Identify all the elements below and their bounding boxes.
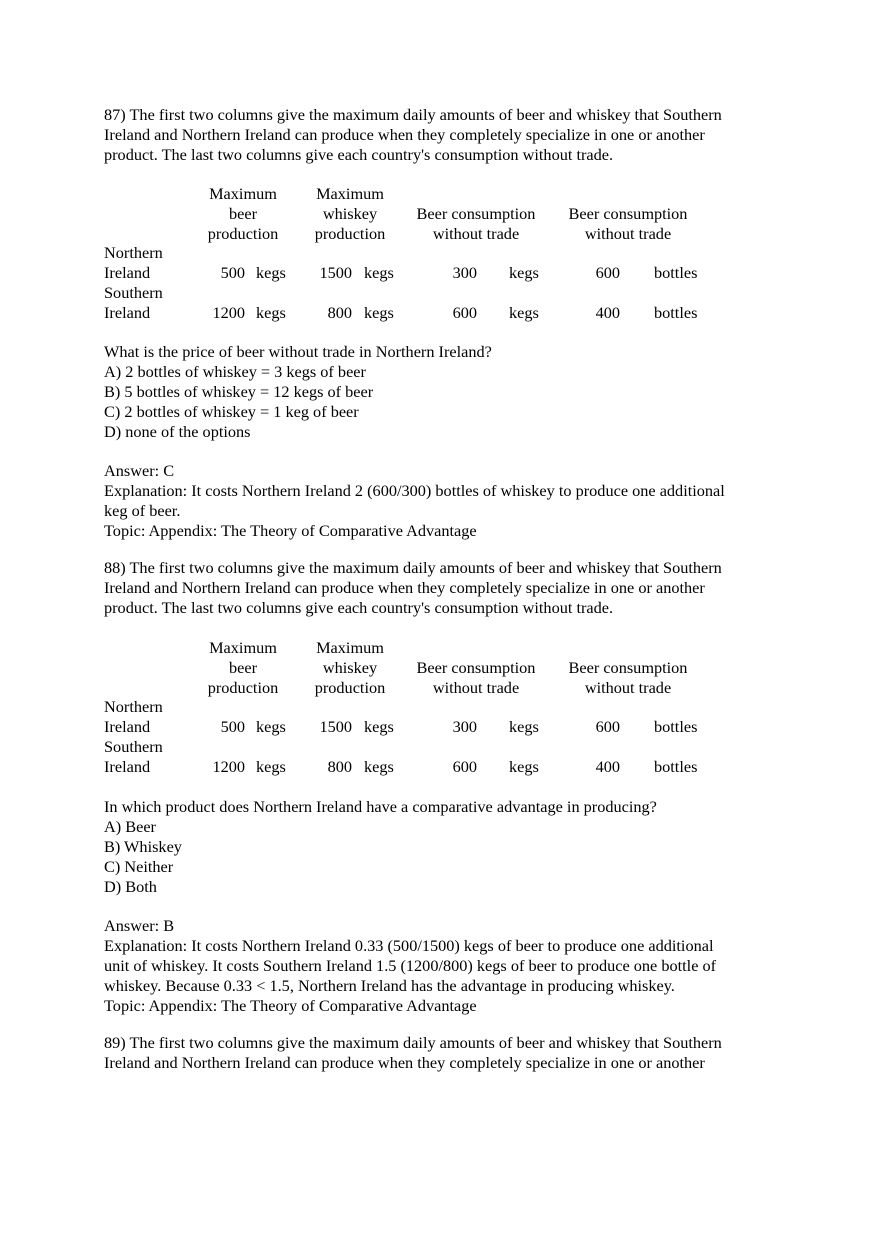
row-label-southern: Southern Ireland bbox=[104, 283, 163, 322]
option: D) Both bbox=[104, 877, 157, 896]
cell-consumption: 600 bbox=[595, 263, 620, 282]
cell-consumption: 600 bbox=[595, 717, 620, 736]
cell-consumption: 400 bbox=[595, 303, 620, 322]
question-88-intro bbox=[104, 558, 784, 618]
answer: Answer: B bbox=[104, 916, 175, 935]
question-88-body bbox=[104, 797, 784, 897]
explanation-line: unit of whiskey. It costs Southern Ireland 1.5 (1200/800) kegs of beer to produce one bottle of bbox=[104, 956, 717, 975]
header-consumption-2: Beer consumption without trade bbox=[568, 204, 688, 243]
cell-whiskey: 1500 bbox=[319, 717, 352, 736]
question-87-answer bbox=[104, 461, 784, 541]
intro-line: Ireland and Northern Ireland can produce when they completely specialize in one or another bbox=[104, 1053, 705, 1072]
topic: Topic: Appendix: The Theory of Comparative Advantage bbox=[104, 996, 477, 1015]
cell-beer: 1200 bbox=[212, 303, 245, 322]
option: B) 5 bottles of whiskey = 12 kegs of beer bbox=[104, 382, 374, 401]
cell-whiskey: 800 bbox=[327, 757, 352, 776]
intro-line: product. The last two columns give each country's consumption without trade. bbox=[104, 598, 614, 617]
cell-unit: kegs bbox=[509, 757, 539, 776]
cell-whiskey: 800 bbox=[327, 303, 352, 322]
option: D) none of the options bbox=[104, 422, 251, 441]
cell-unit: kegs bbox=[256, 263, 286, 282]
option: A) Beer bbox=[104, 817, 156, 836]
question-89-intro bbox=[104, 1033, 784, 1073]
header-consumption-2: Beer consumption without trade bbox=[568, 658, 688, 697]
cell-unit: kegs bbox=[364, 303, 394, 322]
cell-unit: bottles bbox=[654, 263, 698, 282]
row-label-northern: Northern Ireland bbox=[104, 243, 163, 282]
question-text: In which product does Northern Ireland have a comparative advantage in producing? bbox=[104, 797, 657, 816]
intro-line: Ireland and Northern Ireland can produce when they completely specialize in one or another bbox=[104, 125, 705, 144]
cell-unit: kegs bbox=[256, 303, 286, 322]
question-88-table bbox=[104, 638, 784, 778]
cell-consumption: 600 bbox=[452, 757, 477, 776]
cell-consumption: 400 bbox=[595, 757, 620, 776]
question-87-table bbox=[104, 184, 784, 324]
question-87-intro bbox=[104, 105, 784, 165]
explanation-line: Explanation: It costs Northern Ireland 0.33 (500/1500) kegs of beer to produce one additional bbox=[104, 936, 714, 955]
cell-unit: kegs bbox=[256, 757, 286, 776]
cell-unit: kegs bbox=[364, 263, 394, 282]
explanation-line: keg of beer. bbox=[104, 501, 181, 520]
cell-beer: 500 bbox=[220, 263, 245, 282]
cell-consumption: 300 bbox=[452, 717, 477, 736]
intro-line: 87) The first two columns give the maximum daily amounts of beer and whiskey that Southern bbox=[104, 105, 722, 124]
cell-unit: kegs bbox=[364, 757, 394, 776]
intro-line: product. The last two columns give each country's consumption without trade. bbox=[104, 145, 614, 164]
cell-unit: bottles bbox=[654, 717, 698, 736]
cell-consumption: 300 bbox=[452, 263, 477, 282]
header-max-beer: Maximum beer production bbox=[207, 638, 279, 697]
answer: Answer: C bbox=[104, 461, 175, 480]
intro-line: 88) The first two columns give the maximum daily amounts of beer and whiskey that Southern bbox=[104, 558, 722, 577]
cell-beer: 500 bbox=[220, 717, 245, 736]
cell-unit: kegs bbox=[509, 303, 539, 322]
cell-beer: 1200 bbox=[212, 757, 245, 776]
header-consumption-1: Beer consumption without trade bbox=[416, 658, 536, 697]
question-87-body bbox=[104, 342, 784, 442]
question-88-answer bbox=[104, 916, 784, 1016]
row-label-northern: Northern Ireland bbox=[104, 697, 163, 736]
row-label-southern: Southern Ireland bbox=[104, 737, 163, 776]
header-max-beer: Maximum beer production bbox=[207, 184, 279, 243]
cell-unit: kegs bbox=[509, 263, 539, 282]
header-consumption-1: Beer consumption without trade bbox=[416, 204, 536, 243]
topic: Topic: Appendix: The Theory of Comparative Advantage bbox=[104, 521, 477, 540]
cell-unit: bottles bbox=[654, 303, 698, 322]
option: B) Whiskey bbox=[104, 837, 182, 856]
option: C) Neither bbox=[104, 857, 174, 876]
cell-unit: bottles bbox=[654, 757, 698, 776]
explanation-line: whiskey. Because 0.33 < 1.5, Northern Ireland has the advantage in producing whiskey. bbox=[104, 976, 675, 995]
explanation-line: Explanation: It costs Northern Ireland 2 (600/300) bottles of whiskey to produce one additional bbox=[104, 481, 725, 500]
intro-line: 89) The first two columns give the maximum daily amounts of beer and whiskey that Southern bbox=[104, 1033, 722, 1052]
cell-consumption: 600 bbox=[452, 303, 477, 322]
cell-unit: kegs bbox=[256, 717, 286, 736]
cell-unit: kegs bbox=[509, 717, 539, 736]
question-text: What is the price of beer without trade in Northern Ireland? bbox=[104, 342, 492, 361]
option: C) 2 bottles of whiskey = 1 keg of beer bbox=[104, 402, 359, 421]
intro-line: Ireland and Northern Ireland can produce when they completely specialize in one or another bbox=[104, 578, 705, 597]
header-max-whiskey: Maximum whiskey production bbox=[314, 184, 386, 243]
header-max-whiskey: Maximum whiskey production bbox=[314, 638, 386, 697]
option: A) 2 bottles of whiskey = 3 kegs of beer bbox=[104, 362, 366, 381]
cell-unit: kegs bbox=[364, 717, 394, 736]
cell-whiskey: 1500 bbox=[319, 263, 352, 282]
